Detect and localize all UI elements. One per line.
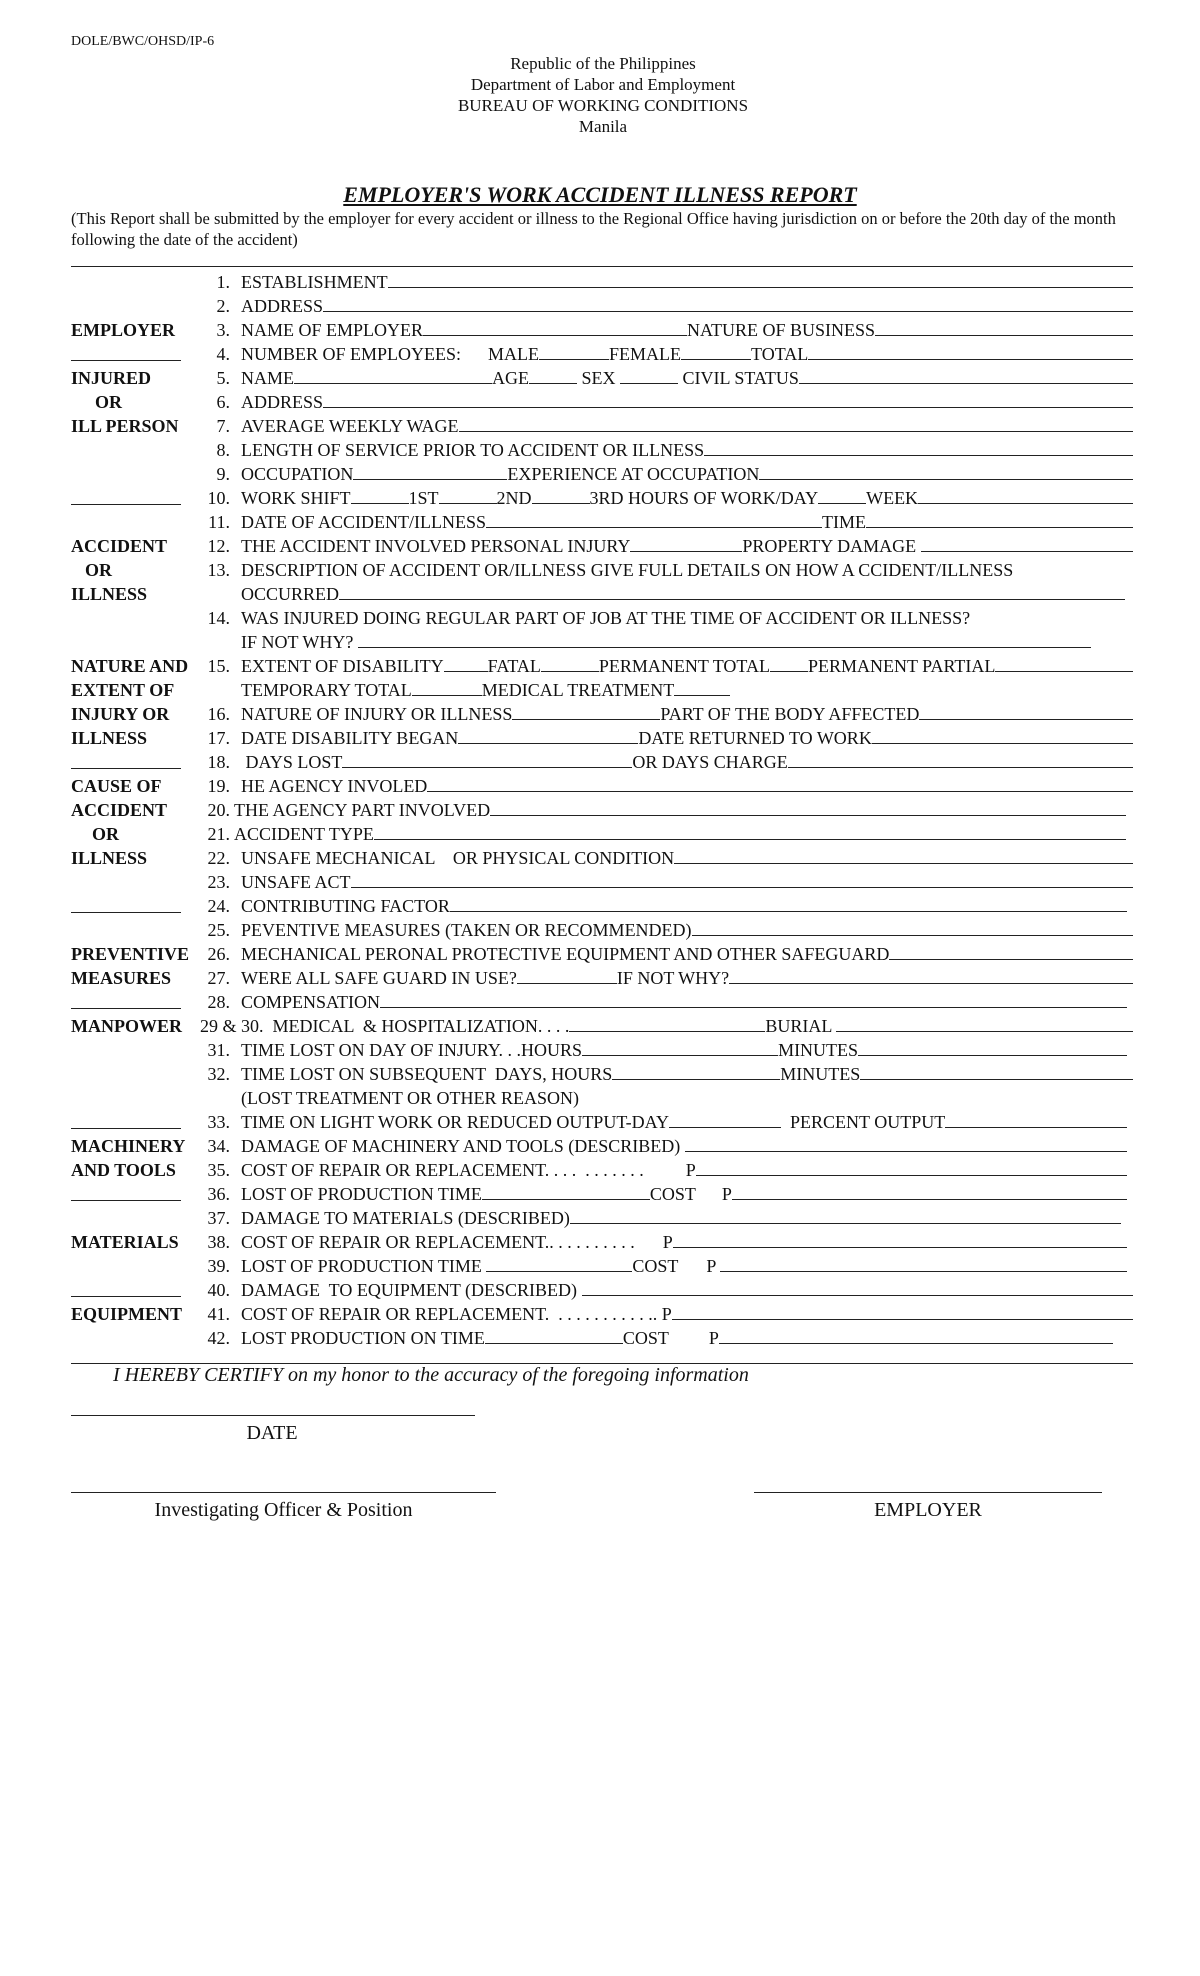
peso-sign: P (662, 1232, 673, 1252)
item-label: AGE (492, 368, 529, 388)
item-34 (0, 1134, 1200, 1158)
item-20 (0, 798, 1200, 822)
item-36 (0, 1182, 1200, 1206)
item-number: 27. (207, 968, 230, 988)
section-divider (71, 1200, 181, 1201)
section-machinery: MACHINERY (71, 1136, 186, 1156)
item-label: ACCIDENT TYPE (234, 824, 374, 844)
item-label: MINUTES (778, 1040, 859, 1060)
form-code: DOLE/BWC/OHSD/IP-6 (71, 34, 215, 49)
employer-address-field[interactable] (323, 294, 1133, 312)
item-number: 21. (207, 824, 230, 844)
safeguard-field[interactable] (889, 942, 1133, 960)
item-label: WEEK (866, 488, 919, 508)
section-divider (71, 1008, 181, 1009)
item-number: 4. (216, 344, 230, 364)
section-or: OR (95, 392, 122, 412)
item-12 (0, 534, 1200, 558)
item-label: COST OF REPAIR OR REPLACEMENT. . . . . . . . . . . .. P (241, 1304, 672, 1324)
date-returned-field[interactable] (872, 726, 1133, 744)
equipment-damage-field[interactable] (582, 1278, 1133, 1296)
medical-hospitalization-field[interactable] (569, 1014, 765, 1032)
item-33 (0, 1110, 1200, 1134)
item-label: MINUTES (780, 1064, 861, 1084)
item-label: SEX (577, 368, 621, 388)
item-24 (0, 894, 1200, 918)
section-accident: ACCIDENT (71, 800, 168, 820)
item-31 (0, 1038, 1200, 1062)
item-label: DAMAGE TO MATERIALS (DESCRIBED) (241, 1208, 570, 1228)
item-number: 33. (207, 1112, 230, 1132)
item-3 (0, 318, 1200, 342)
item-label: IF NOT WHY? (616, 968, 730, 988)
if-not-why-field[interactable] (358, 630, 1091, 648)
equipment-production-time-field[interactable] (485, 1326, 623, 1344)
item-label: ADDRESS (241, 392, 324, 412)
item-number: 31. (207, 1040, 230, 1060)
item-number: 8. (216, 440, 230, 460)
item-number: 15. (207, 656, 230, 676)
item-label: MECHANICAL PERONAL PROTECTIVE EQUIPMENT AND OTHER SAFEGUARD (241, 944, 890, 964)
sex-field[interactable] (620, 366, 678, 384)
item-label: CIVIL STATUS (678, 368, 799, 388)
item-18 (0, 750, 1200, 774)
date-line[interactable] (71, 1415, 475, 1416)
body-part-field[interactable] (919, 702, 1133, 720)
item-number: 26. (207, 944, 230, 964)
item-label: MEDICAL TREATMENT (481, 680, 675, 700)
item-label: EXPERIENCE AT OCCUPATION (507, 464, 760, 484)
item-number: 37. (207, 1208, 230, 1228)
item-15-continued (0, 678, 1200, 702)
item-21 (0, 822, 1200, 846)
item-label: DATE RETURNED TO WORK (638, 728, 872, 748)
item-label: TOTAL (751, 344, 809, 364)
medical-treatment-field[interactable] (674, 678, 730, 696)
compensation-field[interactable] (380, 990, 1127, 1008)
peso-sign: P (708, 1328, 719, 1348)
item-label: ADDRESS (241, 296, 324, 316)
item-label: COST (622, 1328, 669, 1348)
item-label: EXTENT OF DISABILITY (241, 656, 444, 676)
item-label: COMPENSATION (241, 992, 381, 1012)
section-measures: MEASURES (71, 968, 172, 988)
nature-of-business-field[interactable] (875, 318, 1133, 336)
male-count-field[interactable] (539, 342, 609, 360)
safeguard-in-use-field[interactable] (517, 966, 617, 984)
employer-signature-line[interactable] (754, 1492, 1102, 1493)
safeguard-why-field[interactable] (729, 966, 1133, 984)
item-32-continued (0, 1086, 1200, 1110)
item-label: IF NOT WHY? (241, 632, 358, 652)
item-label: OCCURRED (241, 584, 340, 604)
days-charge-field[interactable] (788, 750, 1133, 768)
fatal-field[interactable] (541, 654, 599, 672)
item-label: UNSAFE ACT (241, 872, 351, 892)
item-label: BURIAL (765, 1016, 837, 1036)
item-label: UNSAFE MECHANICAL OR PHYSICAL CONDITION (241, 848, 675, 868)
item-label: PERMANENT TOTAL (598, 656, 770, 676)
item-10 (0, 486, 1200, 510)
light-work-days-field[interactable] (669, 1110, 781, 1128)
section-accident: ACCIDENT (71, 536, 168, 556)
item-number: 42. (207, 1328, 230, 1348)
section-materials: MATERIALS (71, 1232, 179, 1252)
item-label: TIME (822, 512, 867, 532)
section-divider (71, 1128, 181, 1129)
female-count-field[interactable] (681, 342, 751, 360)
permanent-total-field[interactable] (770, 654, 808, 672)
item-number: 17. (207, 728, 230, 748)
item-40 (0, 1278, 1200, 1302)
item-label: AVERAGE WEEKLY WAGE (241, 416, 459, 436)
section-and-tools: AND TOOLS (71, 1160, 176, 1180)
subsequent-minutes-field[interactable] (860, 1062, 1133, 1080)
unsafe-act-field[interactable] (351, 870, 1133, 888)
hours-per-day-field[interactable] (818, 486, 866, 504)
item-35 (0, 1158, 1200, 1182)
section-manpower: MANPOWER (71, 1016, 182, 1036)
hours-per-week-field[interactable] (918, 486, 1133, 504)
item-label: FATAL (487, 656, 541, 676)
peso-sign: P (706, 1256, 721, 1276)
peso-sign: P (685, 1160, 696, 1180)
section-preventive: PREVENTIVE (71, 944, 190, 964)
header-department: Department of Labor and Employment (470, 75, 736, 94)
occupation-field[interactable] (353, 462, 507, 480)
item-label: LOST PRODUCTION ON TIME (241, 1328, 485, 1348)
item-label: DESCRIPTION OF ACCIDENT OR/ILLNESS GIVE FULL DETAILS ON HOW A CCIDENT/ILLNESS (241, 560, 1014, 580)
section-cause-of: CAUSE OF (71, 776, 162, 796)
item-label: (LOST TREATMENT OR OTHER REASON) (241, 1088, 580, 1108)
item-number: 32. (207, 1064, 230, 1084)
days-lost-field[interactable] (342, 750, 632, 768)
item-number: 28. (207, 992, 230, 1012)
weekly-wage-field[interactable] (459, 414, 1133, 432)
temporary-total-field[interactable] (412, 678, 482, 696)
item-label: CONTRIBUTING FACTOR (241, 896, 450, 916)
item-17 (0, 726, 1200, 750)
agency-part-field[interactable] (490, 798, 1126, 816)
item-11 (0, 510, 1200, 534)
item-label: LOST OF PRODUCTION TIME (241, 1184, 482, 1204)
item-4 (0, 342, 1200, 366)
item-number: 23. (207, 872, 230, 892)
item-label: NAME OF EMPLOYER (241, 320, 424, 340)
section-extent-of: EXTENT OF (71, 680, 175, 700)
officer-label: Investigating Officer & Position (154, 1499, 413, 1521)
section-injury-or: INJURY OR (71, 704, 170, 724)
civil-status-field[interactable] (799, 366, 1133, 384)
item-13 (0, 558, 1200, 582)
item-number: 5. (216, 368, 230, 388)
item-number: 6. (216, 392, 230, 412)
item-label: THE AGENCY PART INVOLVED (234, 800, 491, 820)
item-label: DAMAGE TO EQUIPMENT (DESCRIBED) (241, 1280, 582, 1300)
item-2 (0, 294, 1200, 318)
item-number: 34. (207, 1136, 230, 1156)
item-number: 18. (207, 752, 230, 772)
accident-description-field[interactable] (339, 582, 1125, 600)
disability-began-field[interactable] (458, 726, 638, 744)
item-label: DAYS LOST (241, 752, 343, 772)
length-of-service-field[interactable] (704, 438, 1133, 456)
preventive-measures-field[interactable] (692, 918, 1133, 936)
item-number: 10. (207, 488, 230, 508)
report-title: EMPLOYER'S WORK ACCIDENT ILLNESS REPORT (343, 182, 857, 207)
item-41 (0, 1302, 1200, 1326)
item-32 (0, 1062, 1200, 1086)
item-number: 11. (208, 512, 230, 532)
permanent-partial-field[interactable] (995, 654, 1133, 672)
materials-damage-field[interactable] (570, 1206, 1121, 1224)
date-label: DATE (246, 1422, 298, 1444)
item-number: 1. (216, 272, 230, 292)
item-label: PROPERTY DAMAGE (742, 536, 921, 556)
officer-signature-line[interactable] (71, 1492, 496, 1493)
item-label: COST (632, 1256, 679, 1276)
item-label: WERE ALL SAFE GUARD IN USE? (241, 968, 517, 988)
total-count-field[interactable] (808, 342, 1133, 360)
item-number: 39. (207, 1256, 230, 1276)
header-city: Manila (578, 117, 628, 136)
item-label: OCCUPATION (241, 464, 354, 484)
certification-statement: I HEREBY CERTIFY on my honor to the accuracy of the foregoing information (113, 1364, 749, 1386)
hours-lost-field[interactable] (582, 1038, 778, 1056)
machinery-production-time-field[interactable] (482, 1182, 650, 1200)
item-number: 25. (207, 920, 230, 940)
item-1 (0, 270, 1200, 294)
agency-involved-field[interactable] (427, 774, 1133, 792)
item-16 (0, 702, 1200, 726)
item-number: 19. (207, 776, 230, 796)
peso-sign: P (721, 1184, 732, 1204)
item-38 (0, 1230, 1200, 1254)
injured-name-field[interactable] (294, 366, 492, 384)
experience-field[interactable] (759, 462, 1133, 480)
item-42 (0, 1326, 1200, 1350)
item-27 (0, 966, 1200, 990)
item-37 (0, 1206, 1200, 1230)
item-number: 3. (216, 320, 230, 340)
item-number: 16. (207, 704, 230, 724)
disability-field[interactable] (444, 654, 488, 672)
item-13-continued (0, 582, 1200, 606)
age-field[interactable] (529, 366, 577, 384)
accident-type-field[interactable] (374, 822, 1126, 840)
section-divider (71, 504, 181, 505)
materials-production-time-field[interactable] (486, 1254, 632, 1272)
item-28 (0, 990, 1200, 1014)
burial-field[interactable] (836, 1014, 1133, 1032)
item-label: COST OF REPAIR OR REPLACEMENT. . . . . . . . . . . (241, 1160, 644, 1180)
materials-repair-cost-field[interactable] (673, 1230, 1127, 1248)
section-illness: ILLNESS (71, 728, 148, 748)
accident-time-field[interactable] (866, 510, 1133, 528)
item-label: LOST OF PRODUCTION TIME (241, 1256, 487, 1276)
item-label: DATE OF ACCIDENT/ILLNESS (241, 512, 487, 532)
item-label: LENGTH OF SERVICE PRIOR TO ACCIDENT OR ILLNESS (241, 440, 705, 460)
item-number: 14. (207, 608, 230, 628)
item-label: TIME LOST ON DAY OF INJURY. . .HOURS (241, 1040, 583, 1060)
item-label: NUMBER OF EMPLOYEES: MALE (241, 344, 540, 364)
item-label: THE ACCIDENT INVOLVED PERSONAL INJURY (241, 536, 631, 556)
contributing-factor-field[interactable] (450, 894, 1127, 912)
item-label: OR DAYS CHARGE (632, 752, 788, 772)
machinery-repair-cost-field[interactable] (696, 1158, 1127, 1176)
section-divider (71, 912, 181, 913)
item-number: 24. (207, 896, 230, 916)
item-number: 41. (207, 1304, 230, 1324)
percent-output-field[interactable] (945, 1110, 1127, 1128)
item-number: 35. (207, 1160, 230, 1180)
item-19 (0, 774, 1200, 798)
item-8 (0, 438, 1200, 462)
header-bureau: BUREAU OF WORKING CONDITIONS (457, 96, 749, 115)
minutes-lost-field[interactable] (858, 1038, 1127, 1056)
item-label: HE AGENCY INVOLED (241, 776, 428, 796)
employer-name-field[interactable] (423, 318, 687, 336)
section-divider (71, 1296, 181, 1297)
item-number: 40. (207, 1280, 230, 1300)
item-25 (0, 918, 1200, 942)
item-number: 36. (207, 1184, 230, 1204)
item-7 (0, 414, 1200, 438)
item-label: NAME (241, 368, 294, 388)
equipment-repair-cost-field[interactable] (672, 1302, 1133, 1320)
item-label: PART OF THE BODY AFFECTED (660, 704, 920, 724)
item-23 (0, 870, 1200, 894)
item-label: COST OF REPAIR OR REPLACEMENT.. . . . . . . . . . (241, 1232, 635, 1252)
item-label: ESTABLISHMENT (241, 272, 388, 292)
equipment-production-cost-field[interactable] (719, 1326, 1113, 1344)
item-label: PEVENTIVE MEASURES (TAKEN OR RECOMMENDED) (241, 920, 692, 940)
section-divider (71, 768, 181, 769)
item-14-continued (0, 630, 1200, 654)
item-26 (0, 942, 1200, 966)
item-number: 2. (216, 296, 230, 316)
second-shift-field[interactable] (532, 486, 590, 504)
section-employer: EMPLOYER (71, 320, 176, 340)
employer-label: EMPLOYER (874, 1499, 982, 1521)
item-label: COST (649, 1184, 696, 1204)
item-label: 3RD HOURS OF WORK/DAY (589, 488, 819, 508)
section-or: OR (92, 824, 119, 844)
item-label: 1ST (408, 488, 439, 508)
item-label: MEDICAL & HOSPITALIZATION. . . . (272, 1016, 570, 1036)
item-label: PERMANENT PARTIAL (807, 656, 996, 676)
section-ill-person: ILL PERSON (71, 416, 179, 436)
item-number: 9. (216, 464, 230, 484)
section-injured: INJURED (71, 368, 152, 388)
item-22 (0, 846, 1200, 870)
report-instructions: (This Report shall be submitted by the employer for every accident or illness to the Regional Office having jurisdiction on or before the 20th day of the month following the date of the accident) (71, 209, 1116, 249)
item-number: 20. (207, 800, 230, 820)
header-republic: Republic of the Philippines (510, 54, 696, 73)
item-label: PERCENT OUTPUT (781, 1112, 946, 1132)
item-39 (0, 1254, 1200, 1278)
machinery-production-cost-field[interactable] (732, 1182, 1127, 1200)
section-illness: ILLNESS (71, 584, 148, 604)
item-label: TIME ON LIGHT WORK OR REDUCED OUTPUT-DAY (241, 1112, 670, 1132)
materials-production-cost-field[interactable] (720, 1254, 1127, 1272)
unsafe-condition-field[interactable] (674, 846, 1133, 864)
establishment-field[interactable] (388, 270, 1133, 288)
item-label: 2ND (496, 488, 532, 508)
item-6 (0, 390, 1200, 414)
item-29-30 (0, 1014, 1200, 1038)
item-label: DAMAGE OF MACHINERY AND TOOLS (DESCRIBED) (241, 1136, 685, 1156)
section-equipment: EQUIPMENT (71, 1304, 183, 1324)
item-5 (0, 366, 1200, 390)
top-divider (71, 266, 1133, 267)
item-number: 29 & 30. (200, 1016, 264, 1036)
first-shift-field[interactable] (439, 486, 497, 504)
subsequent-hours-field[interactable] (612, 1062, 780, 1080)
item-number: 38. (207, 1232, 230, 1252)
item-label: FEMALE (609, 344, 682, 364)
section-or: OR (85, 560, 112, 580)
item-label: NATURE OF BUSINESS (687, 320, 876, 340)
personal-injury-field[interactable] (630, 534, 742, 552)
section-divider (71, 360, 181, 361)
item-label: NATURE OF INJURY OR ILLNESS (241, 704, 513, 724)
item-label: TIME LOST ON SUBSEQUENT DAYS, HOURS (241, 1064, 613, 1084)
item-number: 12. (207, 536, 230, 556)
work-shift-field[interactable] (351, 486, 409, 504)
section-illness: ILLNESS (71, 848, 148, 868)
property-damage-field[interactable] (921, 534, 1133, 552)
item-number: 13. (207, 560, 230, 580)
item-number: 7. (216, 416, 230, 436)
item-15 (0, 654, 1200, 678)
item-label: WAS INJURED DOING REGULAR PART OF JOB AT THE TIME OF ACCIDENT OR ILLNESS? (241, 608, 971, 628)
item-label: DATE DISABILITY BEGAN (241, 728, 459, 748)
machinery-damage-field[interactable] (685, 1134, 1127, 1152)
item-number: 22. (207, 848, 230, 868)
item-9 (0, 462, 1200, 486)
item-14 (0, 606, 1200, 630)
nature-of-injury-field[interactable] (512, 702, 660, 720)
agency-header (0, 53, 1200, 137)
item-label: WORK SHIFT (241, 488, 351, 508)
accident-date-field[interactable] (486, 510, 822, 528)
injured-address-field[interactable] (323, 390, 1133, 408)
section-nature-and: NATURE AND (71, 656, 189, 676)
item-label: TEMPORARY TOTAL (241, 680, 412, 700)
